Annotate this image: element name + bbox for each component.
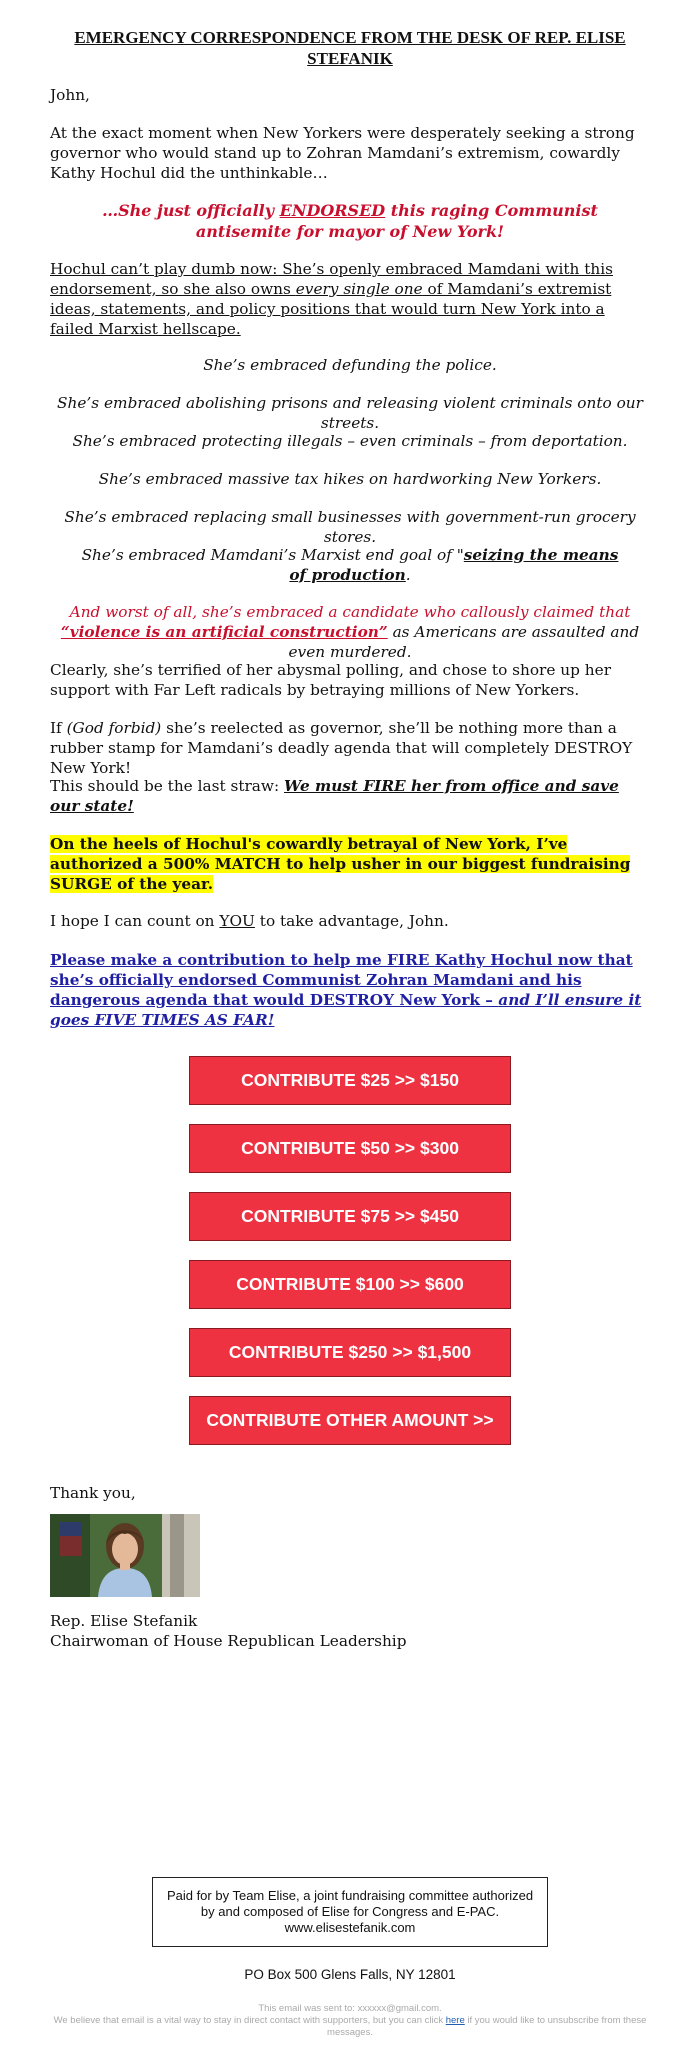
marxist-goal: She’s embraced Mamdani’s Marxist end goal of "seizing the means of production. xyxy=(81,546,619,584)
unsubscribe-notice: We believe that email is a vital way to stay in direct contact with supporters, but you can click here if you would like to unsubscribe from these messages. xyxy=(53,2015,647,2038)
embraced-item: She’s embraced protecting illegals – even criminals – from deportation. xyxy=(72,432,628,450)
portrait-image xyxy=(50,1514,200,1597)
unsubscribe-link[interactable]: here xyxy=(445,2015,465,2026)
paid-for-text: Paid for by Team Elise, a joint fundraising committee authorized by and composed of Elise for Congress and E-PAC. www.elisestefanik.com xyxy=(166,1887,534,1936)
email-title: EMERGENCY CORRESPONDENCE FROM THE DESK OF REP. ELISE STEFANIK xyxy=(74,28,626,68)
embraced-item: She’s embraced replacing small businesses with government-run grocery stores. xyxy=(64,508,636,546)
god-forbid-paragraph: If (God forbid) she’s reelected as governor, she’ll be nothing more than a rubber stamp for Mamdani’s deadly agenda that will completely DESTROY New York! xyxy=(50,719,633,777)
intro-paragraph: At the exact moment when New Yorkers were desperately seeking a strong governor who would stand up to Zohran Mamdani’s extremism, cowardly Kathy Hochul did the unthinkable… xyxy=(50,124,635,182)
embraced-item: She’s embraced massive tax hikes on hardworking New Yorkers. xyxy=(98,470,602,488)
contribute-25-button[interactable]: CONTRIBUTE $25 >> $150 xyxy=(189,1056,511,1105)
owns-paragraph: Hochul can’t play dumb now: She’s openly embraced Mamdani with this endorsement, so she also owns every single one of Mamdani’s extremist ideas, statements, and policy positions that would turn New York into a failed Marxist hellscape. xyxy=(50,260,613,338)
last-straw-paragraph: This should be the last straw: We must FIRE her from office and save our state! xyxy=(50,777,619,815)
contribute-75-button[interactable]: CONTRIBUTE $75 >> $450 xyxy=(189,1192,511,1241)
contribute-cta-link[interactable]: Please make a contribution to help me FIRE Kathy Hochul now that she’s officially endorsed Communist Zohran Mamdani and his dangerous agenda that would DESTROY New York – and I’ll ensure it goes FIVE TIMES AS FAR! xyxy=(50,951,642,1029)
paid-for-box xyxy=(152,1877,548,1947)
match-announcement: On the heels of Hochul's cowardly betrayal of New York, I’ve authorized a 500% MATCH to help usher in our biggest fundraising SURGE of the year. xyxy=(50,835,631,893)
endorsed-headline: …She just officially ENDORSED this raging Communist antisemite for mayor of New York! xyxy=(102,201,598,241)
thank-you: Thank you, xyxy=(50,1484,136,1502)
greeting: John, xyxy=(50,86,90,104)
hope-paragraph: I hope I can count on YOU to take advantage, John. xyxy=(50,912,449,930)
contribute-250-button[interactable]: CONTRIBUTE $250 >> $1,500 xyxy=(189,1328,511,1377)
signer-photo xyxy=(50,1514,200,1597)
contribute-50-button[interactable]: CONTRIBUTE $50 >> $300 xyxy=(189,1124,511,1173)
contribute-100-button[interactable]: CONTRIBUTE $100 >> $600 xyxy=(189,1260,511,1309)
embraced-item: She’s embraced abolishing prisons and releasing violent criminals onto our streets. xyxy=(57,394,643,432)
endorsed-link[interactable]: ENDORSED xyxy=(279,201,386,220)
terrified-paragraph: Clearly, she’s terrified of her abysmal polling, and chose to shore up her support with Far Left radicals by betraying millions of New Yorkers. xyxy=(50,661,612,699)
postal-address: PO Box 500 Glens Falls, NY 12801 xyxy=(244,1967,456,1982)
violence-quote-link[interactable]: “violence is an artificial construction” xyxy=(60,622,388,641)
embraced-item: She’s embraced defunding the police. xyxy=(203,356,497,374)
sent-to-notice: This email was sent to: xxxxxx@gmail.com. xyxy=(258,2003,442,2014)
signer-name: Rep. Elise Stefanik xyxy=(50,1612,198,1630)
worst-of-all: And worst of all, she’s embraced a candidate who callously claimed that “violence is an artificial construction” as Americans are assaulted and even murdered. xyxy=(60,603,640,661)
signer-role: Chairwoman of House Republican Leadership xyxy=(50,1632,407,1650)
contribute-other-button[interactable]: CONTRIBUTE OTHER AMOUNT >> xyxy=(189,1396,511,1445)
